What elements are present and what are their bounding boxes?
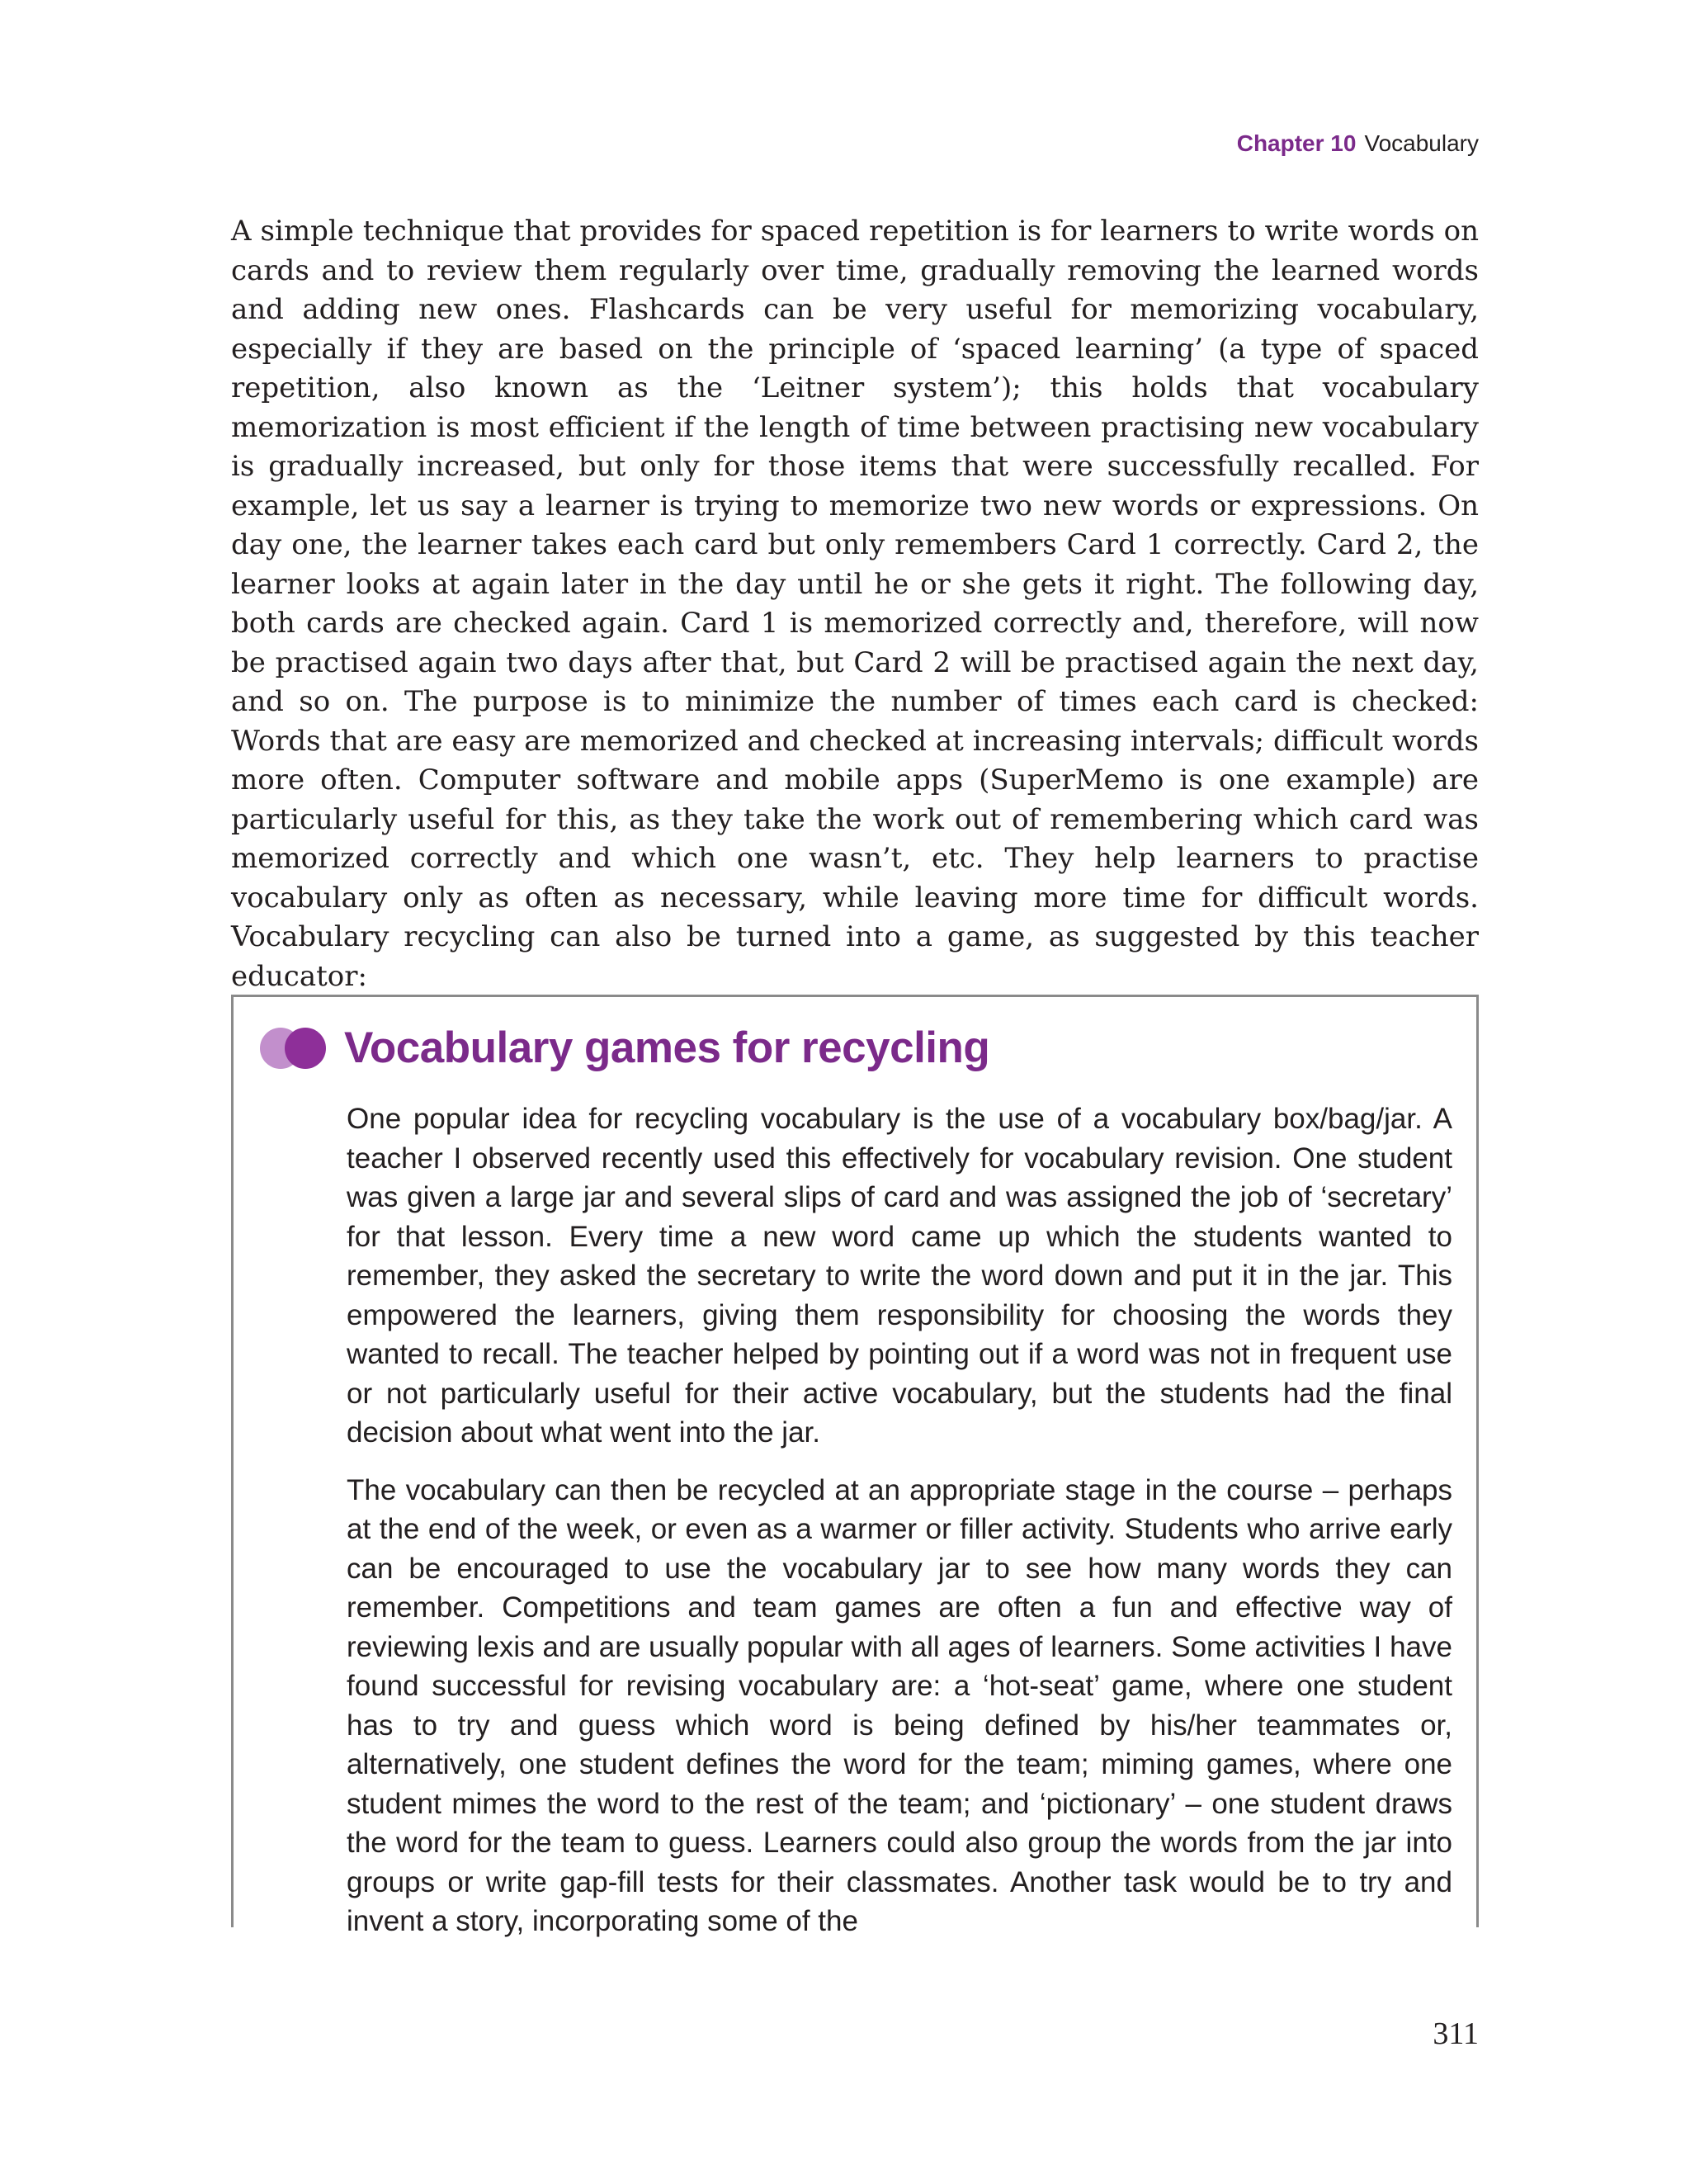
dark-circle-icon (285, 1028, 326, 1069)
chapter-label: Chapter 10 (1236, 130, 1357, 156)
feature-box-paragraph-1: One popular idea for recycling vocabulary is the use of a vocabulary box/bag/jar. A teacher I observed recently used this effectively for vocabulary revision. One student was given a large jar and several slips of card and was assigned the job of ‘secretary’ for that lesson. Every time a new word came up which the students wanted to remember, they asked the secretary to write the word down and put it in the jar. This empowered the learners, giving them responsibility for choosing the words they wanted to recall. The teacher helped by pointing out if a word was not in frequent use or not particularly useful for their active vocabulary, but the students had the final decision about what went into the jar. (347, 1103, 1452, 1449)
feature-box-title: Vocabulary games for recycling (344, 1023, 990, 1072)
feature-box (231, 995, 1479, 1937)
double-circle-bullet-icon (260, 1028, 329, 1069)
body-paragraph: A simple technique that provides for spaced repetition is for learners to write words on cards and to review them regularly over time, gradually removing the learned words and adding new ones. Flashcards can be very useful for memorizing vocabulary, especially if they are based on the principle of ‘spaced learning’ (a type of spaced repetition, also known as the ‘Leitner system’); this holds that vocabulary memorization is most efficient if the length of time between practising new vocabulary is gradually increased, but only for those items that were successfully recalled. For example, let us say a learner is trying to memorize two new words or expressions. On day one, the learner takes each card but only remembers Card 1 correctly. Card 2, the learner looks at again later in the day until he or she gets it right. The following day, both cards are checked again. Card 1 is memorized correctly and, therefore, will now be practised again two days after that, but Card 2 will be practised again the next day, and so on. The purpose is to minimize the number of times each card is checked: Words that are easy are memorized and checked at increasing intervals; difficult words more often. Computer software and mobile apps (SuperMemo is one example) are particularly useful for this, as they take the work out of remembering which card was memorized correctly and which one wasn’t, etc. They help learners to practise vocabulary only as often as necessary, while leaving more time for difficult words. Vocabulary recycling can also be turned into a game, as suggested by this teacher educator: (231, 215, 1479, 993)
section-label: Vocabulary (1364, 130, 1479, 156)
feature-box-body (347, 1099, 1452, 1941)
running-head (1237, 127, 1479, 160)
page-number: 311 (1433, 2016, 1479, 2051)
feature-box-paragraph-2: The vocabulary can then be recycled at an appropriate stage in the course – perhaps at the end of the week, or even as a warmer or filler activity. Students who arrive early can be encouraged to use the vocabulary jar to see how many words they can remember. Competitions and team games are often a fun and effective way of reviewing lexis and are usually popular with all ages of learners. Some activities I have found successful for revising vocabulary are: a ‘hot-seat’ game, where one student has to try and guess which word is being defined by his/her teammates or, alternatively, one student defines the word for the team; miming games, where one student mimes the word to the rest of the team; and ‘pictionary’ – one student draws the word for the team to guess. Learners could also group the words from the jar into groups or write gap-fill tests for their classmates. Another task would be to try and invent a story, incorporating some of the (347, 1473, 1452, 1937)
feature-box-header (260, 1022, 989, 1075)
